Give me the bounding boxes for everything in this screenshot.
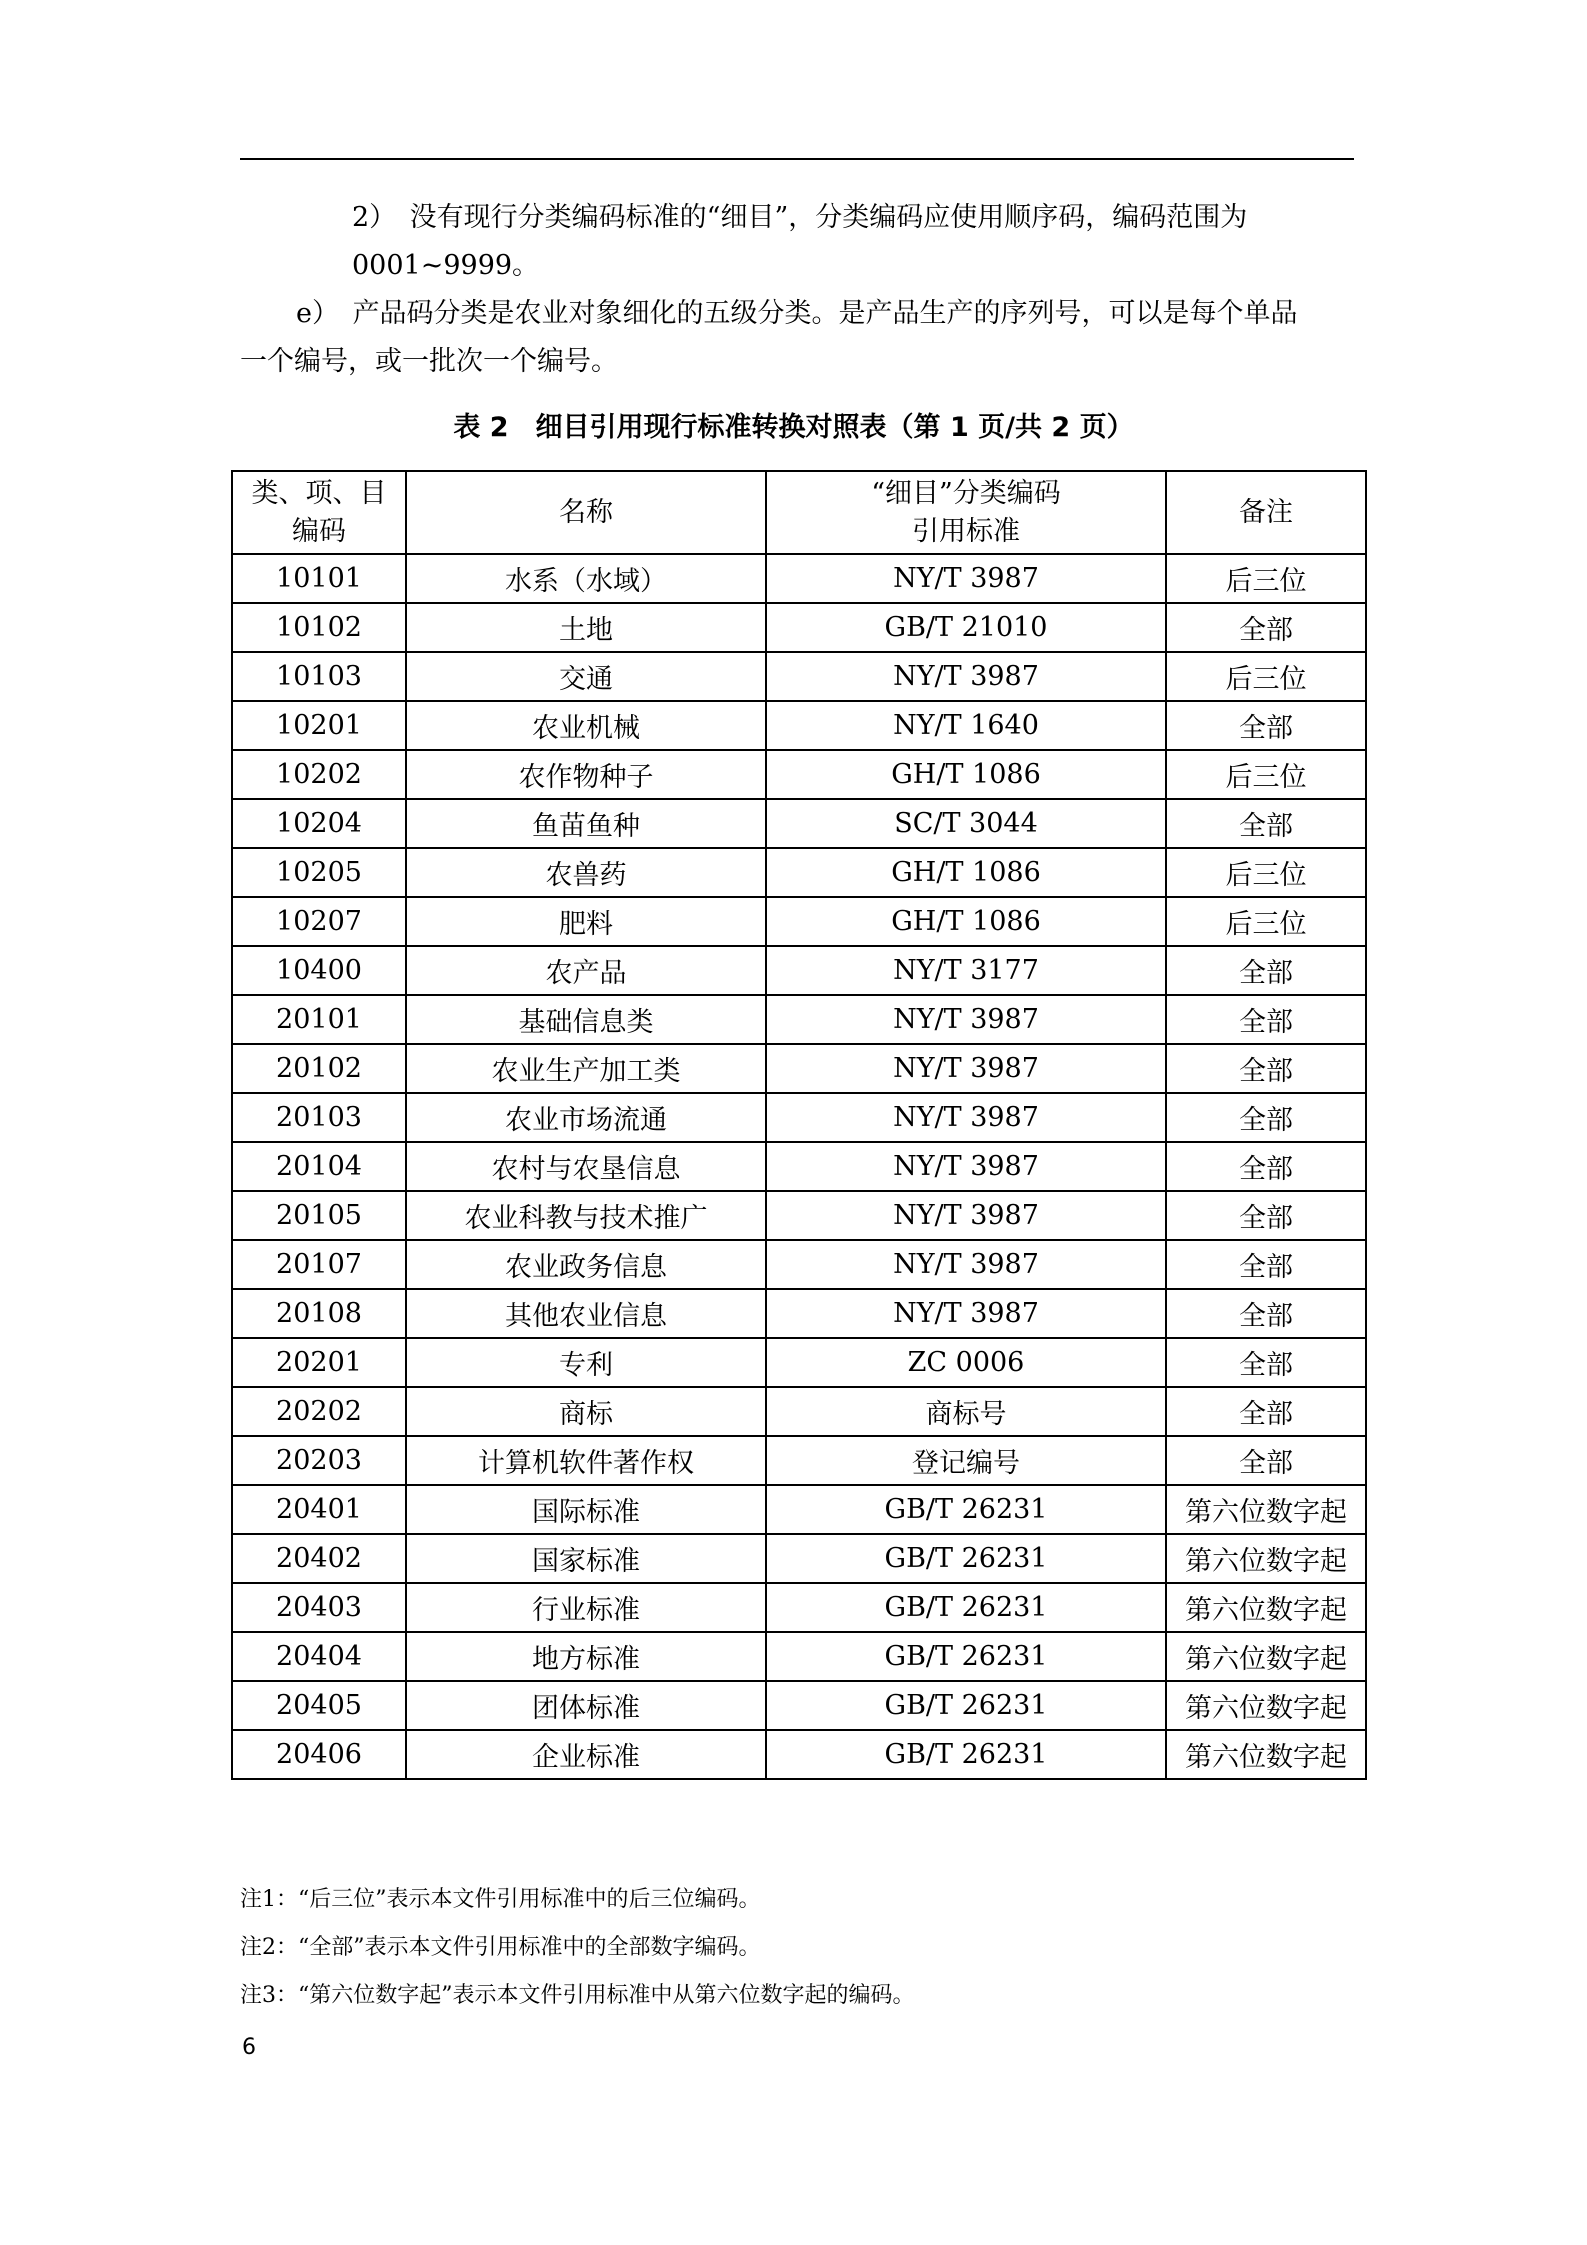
cell-name: 商标 — [406, 1387, 766, 1436]
cell-name: 肥料 — [406, 897, 766, 946]
cell-name: 地方标准 — [406, 1632, 766, 1681]
cell-name: 团体标准 — [406, 1681, 766, 1730]
cell-remark: 全部 — [1166, 1338, 1366, 1387]
table-row — [232, 897, 1366, 946]
header-remark: 备注 — [1166, 471, 1366, 554]
cell-remark: 全部 — [1166, 946, 1366, 995]
cell-standard: NY/T 3987 — [766, 1044, 1166, 1093]
table-row — [232, 1436, 1366, 1485]
cell-code: 20405 — [232, 1681, 406, 1730]
cell-remark: 第六位数字起 — [1166, 1632, 1366, 1681]
cell-remark: 第六位数字起 — [1166, 1583, 1366, 1632]
table-row — [232, 995, 1366, 1044]
cell-remark: 全部 — [1166, 995, 1366, 1044]
cell-remark: 全部 — [1166, 1240, 1366, 1289]
cell-name: 土地 — [406, 603, 766, 652]
cell-standard: NY/T 1640 — [766, 701, 1166, 750]
cell-remark: 全部 — [1166, 1289, 1366, 1338]
cell-name: 农村与农垦信息 — [406, 1142, 766, 1191]
cell-standard: NY/T 3987 — [766, 1289, 1166, 1338]
cell-name: 农业生产加工类 — [406, 1044, 766, 1093]
item-e-line-1: e） 产品码分类是农业对象细化的五级分类。是产品生产的序列号，可以是每个单品 — [296, 298, 1298, 329]
cell-name: 基础信息类 — [406, 995, 766, 1044]
cell-code: 20203 — [232, 1436, 406, 1485]
cell-code: 20402 — [232, 1534, 406, 1583]
table-caption: 表 2 细目引用现行标准转换对照表（第 1 页/共 2 页） — [453, 412, 1134, 443]
cell-name: 交通 — [406, 652, 766, 701]
cell-standard: GB/T 26231 — [766, 1485, 1166, 1534]
cell-code: 10400 — [232, 946, 406, 995]
cell-standard: NY/T 3177 — [766, 946, 1166, 995]
cell-name: 企业标准 — [406, 1730, 766, 1779]
table-row — [232, 1485, 1366, 1534]
note-2: 注2：“全部”表示本文件引用标准中的全部数字编码。 — [240, 1935, 761, 1960]
cell-name: 水系（水域） — [406, 554, 766, 603]
table-row — [232, 750, 1366, 799]
cell-code: 10204 — [232, 799, 406, 848]
note-1: 注1：“后三位”表示本文件引用标准中的后三位编码。 — [240, 1887, 761, 1912]
header-code-line1: 类、项、目 — [251, 477, 387, 509]
cell-remark: 全部 — [1166, 603, 1366, 652]
cell-standard: GB/T 26231 — [766, 1632, 1166, 1681]
cell-remark: 第六位数字起 — [1166, 1485, 1366, 1534]
header-standard-line1: “细目”分类编码 — [871, 477, 1061, 509]
item-2-line-1: 2） 没有现行分类编码标准的“细目”，分类编码应使用顺序码，编码范围为 — [352, 202, 1248, 233]
cell-code: 20201 — [232, 1338, 406, 1387]
cell-standard: GB/T 26231 — [766, 1730, 1166, 1779]
cell-name: 农业机械 — [406, 701, 766, 750]
cell-name: 农作物种子 — [406, 750, 766, 799]
cell-code: 10207 — [232, 897, 406, 946]
table-row — [232, 946, 1366, 995]
cell-code: 10205 — [232, 848, 406, 897]
cell-remark: 第六位数字起 — [1166, 1730, 1366, 1779]
cell-code: 20104 — [232, 1142, 406, 1191]
cell-standard: GH/T 1086 — [766, 750, 1166, 799]
cell-standard: GB/T 26231 — [766, 1583, 1166, 1632]
header-code — [232, 471, 406, 554]
cell-code: 20401 — [232, 1485, 406, 1534]
cell-standard: NY/T 3987 — [766, 652, 1166, 701]
cell-code: 20406 — [232, 1730, 406, 1779]
cell-code: 20103 — [232, 1093, 406, 1142]
cell-code: 20108 — [232, 1289, 406, 1338]
cell-name: 国际标准 — [406, 1485, 766, 1534]
table-row — [232, 1583, 1366, 1632]
cell-code: 10101 — [232, 554, 406, 603]
cell-code: 20107 — [232, 1240, 406, 1289]
cell-code: 20102 — [232, 1044, 406, 1093]
cell-name: 农业市场流通 — [406, 1093, 766, 1142]
header-code-line2: 编码 — [292, 515, 346, 547]
standards-table — [231, 470, 1367, 1780]
cell-remark: 全部 — [1166, 1191, 1366, 1240]
cell-standard: NY/T 3987 — [766, 1093, 1166, 1142]
cell-remark: 全部 — [1166, 1142, 1366, 1191]
cell-name: 农业政务信息 — [406, 1240, 766, 1289]
table-row — [232, 1289, 1366, 1338]
cell-standard: NY/T 3987 — [766, 1240, 1166, 1289]
cell-standard: GB/T 26231 — [766, 1534, 1166, 1583]
cell-standard: GH/T 1086 — [766, 848, 1166, 897]
table-row — [232, 701, 1366, 750]
cell-remark: 后三位 — [1166, 652, 1366, 701]
table-row — [232, 1142, 1366, 1191]
cell-code: 20403 — [232, 1583, 406, 1632]
header-name: 名称 — [406, 471, 766, 554]
note-3: 注3：“第六位数字起”表示本文件引用标准中从第六位数字起的编码。 — [240, 1983, 915, 2008]
table-row — [232, 1632, 1366, 1681]
cell-code: 10102 — [232, 603, 406, 652]
cell-standard: ZC 0006 — [766, 1338, 1166, 1387]
cell-standard: SC/T 3044 — [766, 799, 1166, 848]
cell-remark: 后三位 — [1166, 554, 1366, 603]
table-row — [232, 554, 1366, 603]
item-2-line-2: 0001~9999。 — [352, 250, 540, 281]
table-row — [232, 1681, 1366, 1730]
table-row — [232, 1044, 1366, 1093]
header-rule — [240, 158, 1354, 160]
cell-standard: NY/T 3987 — [766, 995, 1166, 1044]
cell-remark: 全部 — [1166, 701, 1366, 750]
cell-standard: NY/T 3987 — [766, 554, 1166, 603]
cell-name: 其他农业信息 — [406, 1289, 766, 1338]
cell-remark: 全部 — [1166, 1044, 1366, 1093]
cell-code: 20101 — [232, 995, 406, 1044]
cell-name: 行业标准 — [406, 1583, 766, 1632]
cell-name: 农业科教与技术推广 — [406, 1191, 766, 1240]
cell-code: 20105 — [232, 1191, 406, 1240]
cell-remark: 后三位 — [1166, 848, 1366, 897]
table-row — [232, 1191, 1366, 1240]
cell-standard: GH/T 1086 — [766, 897, 1166, 946]
cell-remark: 全部 — [1166, 1436, 1366, 1485]
table-row — [232, 652, 1366, 701]
cell-standard: GB/T 21010 — [766, 603, 1166, 652]
cell-name: 农兽药 — [406, 848, 766, 897]
cell-code: 10103 — [232, 652, 406, 701]
cell-code: 20404 — [232, 1632, 406, 1681]
table-row — [232, 1387, 1366, 1436]
cell-name: 计算机软件著作权 — [406, 1436, 766, 1485]
table-row — [232, 1534, 1366, 1583]
cell-name: 农产品 — [406, 946, 766, 995]
cell-name: 专利 — [406, 1338, 766, 1387]
cell-code: 10201 — [232, 701, 406, 750]
cell-remark: 后三位 — [1166, 897, 1366, 946]
table-row — [232, 1240, 1366, 1289]
cell-remark: 全部 — [1166, 1093, 1366, 1142]
cell-remark: 后三位 — [1166, 750, 1366, 799]
cell-standard: GB/T 26231 — [766, 1681, 1166, 1730]
table-row — [232, 603, 1366, 652]
cell-name: 国家标准 — [406, 1534, 766, 1583]
table-row — [232, 1730, 1366, 1779]
cell-standard: 商标号 — [766, 1387, 1166, 1436]
table-row — [232, 1093, 1366, 1142]
item-e-line-2: 一个编号，或一批次一个编号。 — [240, 346, 618, 377]
table-row — [232, 799, 1366, 848]
table-row — [232, 1338, 1366, 1387]
cell-remark: 全部 — [1166, 1387, 1366, 1436]
cell-code: 10202 — [232, 750, 406, 799]
page-number: 6 — [242, 2035, 256, 2060]
cell-code: 20202 — [232, 1387, 406, 1436]
cell-standard: 登记编号 — [766, 1436, 1166, 1485]
cell-remark: 第六位数字起 — [1166, 1681, 1366, 1730]
header-standard-line2: 引用标准 — [912, 515, 1020, 547]
cell-name: 鱼苗鱼种 — [406, 799, 766, 848]
cell-standard: NY/T 3987 — [766, 1142, 1166, 1191]
cell-remark: 全部 — [1166, 799, 1366, 848]
table-row — [232, 848, 1366, 897]
table-header-row — [232, 471, 1366, 554]
notes — [240, 1876, 915, 2020]
cell-remark: 第六位数字起 — [1166, 1534, 1366, 1583]
cell-standard: NY/T 3987 — [766, 1191, 1166, 1240]
header-standard — [766, 471, 1166, 554]
